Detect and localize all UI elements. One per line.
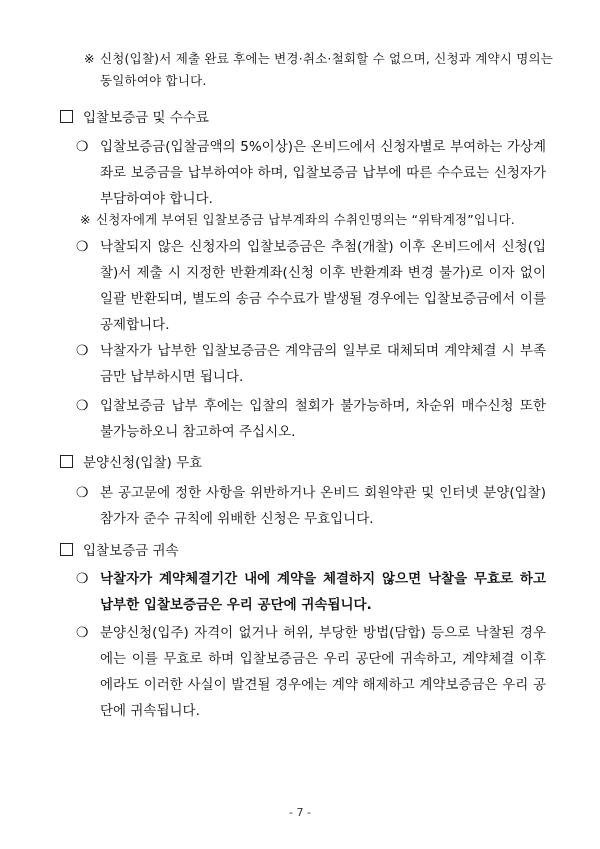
circle-bullet-icon: ❍ (76, 398, 89, 414)
section-heading (60, 452, 202, 474)
section-title: 분양신청(입찰) 무효 (83, 455, 203, 471)
square-box-icon (60, 455, 73, 468)
section-title: 입찰보증금 귀속 (83, 543, 179, 559)
item-text: 입찰보증금 납부 후에는 입찰의 철회가 불가능하며, 차순위 매수신청 또한 불가능하오니 참고하여 주십시오. (100, 398, 546, 440)
list-item (76, 234, 546, 338)
section-title: 입찰보증금 및 수수료 (83, 110, 209, 126)
item-text: 낙찰되지 않은 신청자의 입찰보증금은 추첨(개찰) 이후 온비드에서 신청(입찰)서 제출 시 지정한 반환계좌(신청 이후 반환계좌 변경 불가)로 이자 없이 일괄 반환되며, 별도의 송금 수수료가 발생될 경우에는 입찰보증금에서 이를 공제합니다. (100, 239, 546, 333)
section-heading (60, 107, 209, 129)
reference-mark: ※ (80, 212, 91, 227)
deposit-account-note (80, 209, 560, 231)
item-text: 입찰보증금(입찰금액의 5%이상)은 온비드에서 신청자별로 부여하는 가상계좌로 보증금을 납부하여야 하며, 입찰보증금 납부에 따른 수수료는 신청자가 부담하여야 합니다. (100, 139, 546, 207)
notice-note (84, 48, 560, 92)
note-text: 신청(입찰)서 제출 완료 후에는 변경·취소·철회할 수 없으며, 신청과 계약시 명의는 동일하여야 합니다. (100, 51, 554, 88)
circle-bullet-icon: ❍ (76, 571, 89, 587)
list-item (76, 134, 546, 212)
circle-bullet-icon: ❍ (76, 239, 89, 255)
square-box-icon (60, 110, 73, 123)
circle-bullet-icon: ❍ (76, 139, 89, 155)
section-heading (60, 540, 179, 562)
page-number: - 7 - (289, 806, 311, 819)
square-box-icon (60, 543, 73, 556)
item-text: 본 공고문에 정한 사항을 위반하거나 온비드 회원약관 및 인터넷 분양(입찰) 참가자 준수 규칙에 위배한 신청은 무효입니다. (100, 485, 546, 527)
list-item (76, 480, 546, 532)
reference-mark: ※ (84, 51, 95, 66)
circle-bullet-icon: ❍ (76, 343, 89, 359)
list-item (76, 338, 546, 390)
list-item (76, 566, 546, 618)
circle-bullet-icon: ❍ (76, 625, 89, 641)
circle-bullet-icon: ❍ (76, 485, 89, 501)
list-item (76, 620, 546, 724)
item-text: 낙찰자가 납부한 입찰보증금은 계약금의 일부로 대체되며 계약체결 시 부족금만 납부하시면 됩니다. (100, 343, 546, 385)
item-text: 낙찰자가 계약체결기간 내에 계약을 체결하지 않으면 낙찰을 무효로 하고 납부한 입찰보증금은 우리 공단에 귀속됩니다. (100, 571, 546, 613)
note-text: 신청자에게 부여된 입찰보증금 납부계좌의 수취인명의는 “위탁계정”입니다. (96, 212, 515, 227)
item-text: 분양신청(입주) 자격이 없거나 허위, 부당한 방법(담합) 등으로 낙찰된 경우에는 이를 무효로 하며 입찰보증금은 우리 공단에 귀속하고, 계약체결 이후에라도 이러한 사실이 발견될 경우에는 계약 해제하고 계약보증금은 우리 공단에 귀속됩니다. (100, 625, 546, 719)
list-item (76, 393, 546, 445)
